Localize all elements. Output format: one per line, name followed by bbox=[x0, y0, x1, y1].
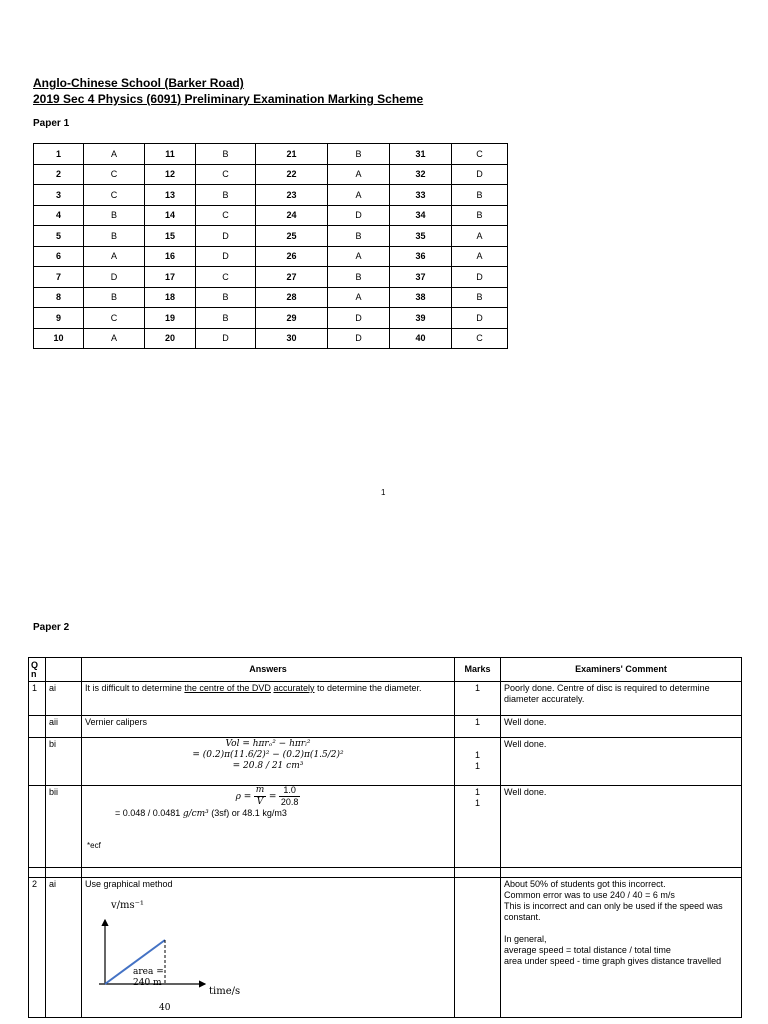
marks-header: Marks bbox=[455, 658, 501, 682]
answer-letter-cell: C bbox=[196, 164, 256, 185]
answer-letter-cell: D bbox=[452, 267, 508, 288]
question-number-cell: 32 bbox=[390, 164, 452, 185]
question-part: ai bbox=[46, 878, 82, 1018]
answer-text: to determine the diameter. bbox=[314, 683, 422, 693]
answer-underlined-text: accurately bbox=[273, 683, 315, 693]
result-unit: g/cm³ bbox=[182, 809, 209, 819]
school-name: Anglo-Chinese School (Barker Road) bbox=[33, 76, 244, 90]
table-row bbox=[29, 878, 742, 1018]
answer-letter-cell: B bbox=[328, 267, 390, 288]
spacer-row bbox=[29, 868, 742, 878]
question-number-cell: 13 bbox=[145, 185, 196, 206]
answer-letter-cell: C bbox=[84, 308, 145, 329]
comment-line: average speed = total distance / total time bbox=[504, 945, 671, 955]
answer-text: Use graphical method bbox=[85, 879, 173, 889]
question-number: 2 bbox=[29, 878, 46, 1018]
question-number-cell: 7 bbox=[34, 267, 84, 288]
comment-cell: Well done. bbox=[501, 786, 742, 868]
question-number-cell: 18 bbox=[145, 287, 196, 308]
answer-letter-cell: D bbox=[196, 226, 256, 247]
question-number-cell: 17 bbox=[145, 267, 196, 288]
area-label-line-2: 240 m bbox=[133, 978, 162, 988]
answer-cell: Vernier calipers bbox=[82, 716, 455, 738]
answer-letter-cell: D bbox=[452, 308, 508, 329]
table-row bbox=[34, 185, 508, 206]
question-part: aii bbox=[46, 716, 82, 738]
answer-letter-cell: C bbox=[452, 144, 508, 165]
answer-letter-cell: B bbox=[452, 205, 508, 226]
mark-2: 1 bbox=[474, 761, 480, 771]
question-number-cell: 10 bbox=[34, 328, 84, 349]
question-number-cell: 8 bbox=[34, 287, 84, 308]
answer-cell bbox=[82, 878, 455, 1018]
question-number-cell: 34 bbox=[390, 205, 452, 226]
answer-letter-cell: D bbox=[328, 308, 390, 329]
comment-line: About 50% of students got this incorrect. bbox=[504, 879, 666, 889]
empty-cell bbox=[455, 868, 501, 878]
answer-letter-cell: A bbox=[84, 328, 145, 349]
question-number-cell: 23 bbox=[256, 185, 328, 206]
fraction-denominator: V bbox=[256, 797, 264, 807]
question-part: ai bbox=[46, 682, 82, 716]
graph-y-label: v/ms⁻¹ bbox=[111, 900, 144, 911]
answer-letter-cell: B bbox=[196, 144, 256, 165]
answer-letter-cell: D bbox=[196, 328, 256, 349]
comment-line: In general, bbox=[504, 934, 547, 944]
marks-cell bbox=[455, 738, 501, 786]
paper-1-label: Paper 1 bbox=[33, 118, 70, 129]
result-text: (3sf) or 48.1 kg/m3 bbox=[208, 808, 287, 818]
table-row bbox=[34, 246, 508, 267]
question-number-cell: 11 bbox=[145, 144, 196, 165]
table-row bbox=[29, 786, 742, 868]
table-row bbox=[34, 328, 508, 349]
question-number-cell: 5 bbox=[34, 226, 84, 247]
rho-symbol: ρ = bbox=[235, 791, 252, 802]
question-number-cell: 37 bbox=[390, 267, 452, 288]
question-number: 1 bbox=[29, 682, 46, 716]
paper-2-label: Paper 2 bbox=[33, 622, 70, 633]
question-number-cell: 14 bbox=[145, 205, 196, 226]
answer-letter-cell: B bbox=[196, 287, 256, 308]
area-label-line-1: area = bbox=[133, 967, 164, 977]
comment-header: Examiners' Comment bbox=[501, 658, 742, 682]
comment-cell: Well done. bbox=[501, 716, 742, 738]
answer-letter-cell: B bbox=[84, 287, 145, 308]
question-number-cell: 19 bbox=[145, 308, 196, 329]
question-number-cell: 16 bbox=[145, 246, 196, 267]
question-number-cell: 1 bbox=[34, 144, 84, 165]
question-number-cell: 2 bbox=[34, 164, 84, 185]
mark-2: 1 bbox=[474, 798, 480, 808]
question-number-cell: 38 bbox=[390, 287, 452, 308]
question-number bbox=[29, 738, 46, 786]
answer-letter-cell: A bbox=[452, 226, 508, 247]
marks-cell: 1 bbox=[455, 682, 501, 716]
comment-block-2 bbox=[504, 934, 738, 967]
question-number-cell: 9 bbox=[34, 308, 84, 329]
answer-letter-cell: A bbox=[328, 246, 390, 267]
answer-letter-cell: C bbox=[84, 185, 145, 206]
question-number-cell: 21 bbox=[256, 144, 328, 165]
answer-text: It is difficult to determine bbox=[85, 683, 185, 693]
answer-cell bbox=[82, 786, 455, 868]
answer-cell bbox=[82, 682, 455, 716]
marks-cell bbox=[455, 786, 501, 868]
x-tick-40: 40 bbox=[159, 1003, 171, 1012]
graph-x-label: time/s bbox=[209, 986, 241, 997]
question-number-cell: 33 bbox=[390, 185, 452, 206]
comment-block-1 bbox=[504, 879, 738, 923]
page-number: 1 bbox=[381, 488, 386, 497]
comment-cell: Well done. bbox=[501, 738, 742, 786]
fraction-numerator: m bbox=[255, 785, 265, 795]
comment-cell bbox=[501, 878, 742, 1018]
answer-underlined-text: the centre of the DVD bbox=[184, 683, 271, 693]
result-value: = 0.048 / 0.0481 bbox=[115, 808, 183, 818]
answer-cell bbox=[82, 738, 455, 786]
answer-letter-cell: C bbox=[452, 328, 508, 349]
question-number-cell: 20 bbox=[145, 328, 196, 349]
table-row bbox=[29, 738, 742, 786]
ecf-note: *ecf bbox=[87, 841, 101, 850]
answer-letter-cell: C bbox=[84, 164, 145, 185]
equation-line-3: = 20.8 / 21 cm³ bbox=[232, 761, 304, 771]
table-row bbox=[29, 716, 742, 738]
question-number-cell: 39 bbox=[390, 308, 452, 329]
answers-header: Answers bbox=[82, 658, 455, 682]
equation-line-1: Vol = hπrₒ² − hπrᵢ² bbox=[225, 739, 311, 749]
table-row bbox=[34, 287, 508, 308]
table-row bbox=[34, 226, 508, 247]
marks-cell: 1 bbox=[455, 716, 501, 738]
answer-letter-cell: D bbox=[84, 267, 145, 288]
question-number-cell: 31 bbox=[390, 144, 452, 165]
table-row bbox=[29, 682, 742, 716]
answer-letter-cell: B bbox=[328, 144, 390, 165]
question-number-cell: 3 bbox=[34, 185, 84, 206]
empty-cell bbox=[82, 868, 455, 878]
table-row bbox=[34, 267, 508, 288]
answer-letter-cell: D bbox=[452, 164, 508, 185]
answer-letter-cell: A bbox=[452, 246, 508, 267]
question-part: bi bbox=[46, 738, 82, 786]
question-number-cell: 29 bbox=[256, 308, 328, 329]
question-number-cell: 15 bbox=[145, 226, 196, 247]
part-header bbox=[46, 658, 82, 682]
comment-line: area under speed - time graph gives distance travelled bbox=[504, 956, 722, 966]
question-number bbox=[29, 716, 46, 738]
empty-cell bbox=[46, 868, 82, 878]
answer-letter-cell: B bbox=[196, 308, 256, 329]
answer-letter-cell: B bbox=[84, 205, 145, 226]
question-number-cell: 24 bbox=[256, 205, 328, 226]
answer-letter-cell: B bbox=[196, 185, 256, 206]
question-number-cell: 35 bbox=[390, 226, 452, 247]
comment-line: This is incorrect and can only be used if the speed was constant. bbox=[504, 901, 723, 922]
answer-letter-cell: C bbox=[196, 267, 256, 288]
answer-letter-cell: D bbox=[328, 328, 390, 349]
answer-letter-cell: A bbox=[328, 185, 390, 206]
equation-line-2: = (0.2)π(11.6/2)² − (0.2)π(1.5/2)² bbox=[192, 750, 344, 760]
answer-letter-cell: C bbox=[196, 205, 256, 226]
question-number-cell: 26 bbox=[256, 246, 328, 267]
page-2 bbox=[0, 520, 768, 1024]
answer-letter-cell: B bbox=[452, 287, 508, 308]
question-number-cell: 4 bbox=[34, 205, 84, 226]
question-part: bii bbox=[46, 786, 82, 868]
fraction-denominator: 20.8 bbox=[280, 797, 299, 807]
table-header-row bbox=[29, 658, 742, 682]
comment-line: Common error was to use 240 / 40 = 6 m/s bbox=[504, 890, 675, 900]
question-number-cell: 30 bbox=[256, 328, 328, 349]
density-result bbox=[85, 808, 451, 820]
mcq-answer-table bbox=[33, 143, 508, 349]
answer-letter-cell: A bbox=[328, 164, 390, 185]
speed-time-graph bbox=[85, 890, 285, 1012]
question-number-cell: 25 bbox=[256, 226, 328, 247]
table-row bbox=[34, 205, 508, 226]
question-number-cell: 6 bbox=[34, 246, 84, 267]
answer-letter-cell: B bbox=[452, 185, 508, 206]
comment-cell: Poorly done. Centre of disc is required to determine diameter accurately. bbox=[501, 682, 742, 716]
answer-letter-cell: B bbox=[328, 226, 390, 247]
question-number bbox=[29, 786, 46, 868]
mark-1: 1 bbox=[474, 787, 480, 797]
question-number-cell: 27 bbox=[256, 267, 328, 288]
empty-cell bbox=[29, 868, 46, 878]
answer-letter-cell: A bbox=[84, 144, 145, 165]
table-row bbox=[34, 164, 508, 185]
page-break bbox=[0, 512, 768, 520]
density-equation: ρ = $\frac{m}{V}$ = $\frac{1.0}{20.8}$ bbox=[235, 785, 299, 807]
answer-letter-cell: D bbox=[328, 205, 390, 226]
answer-letter-cell: B bbox=[84, 226, 145, 247]
marks-cell bbox=[455, 878, 501, 1018]
answer-letter-cell: A bbox=[84, 246, 145, 267]
mark-1: 1 bbox=[474, 750, 480, 760]
qn-header: Q n bbox=[29, 658, 46, 682]
answer-letter-cell: D bbox=[196, 246, 256, 267]
fraction-numerator: 1.0 bbox=[279, 785, 301, 797]
document-title: 2019 Sec 4 Physics (6091) Preliminary Examination Marking Scheme bbox=[33, 92, 424, 106]
table-row bbox=[34, 308, 508, 329]
empty-cell bbox=[501, 868, 742, 878]
question-number-cell: 28 bbox=[256, 287, 328, 308]
question-number-cell: 22 bbox=[256, 164, 328, 185]
paper-2-marking-table bbox=[28, 657, 742, 1018]
question-number-cell: 40 bbox=[390, 328, 452, 349]
question-number-cell: 36 bbox=[390, 246, 452, 267]
table-row bbox=[34, 144, 508, 165]
mass-volume-fraction bbox=[254, 785, 267, 808]
answer-letter-cell: A bbox=[328, 287, 390, 308]
question-number-cell: 12 bbox=[145, 164, 196, 185]
value-fraction bbox=[279, 785, 301, 808]
